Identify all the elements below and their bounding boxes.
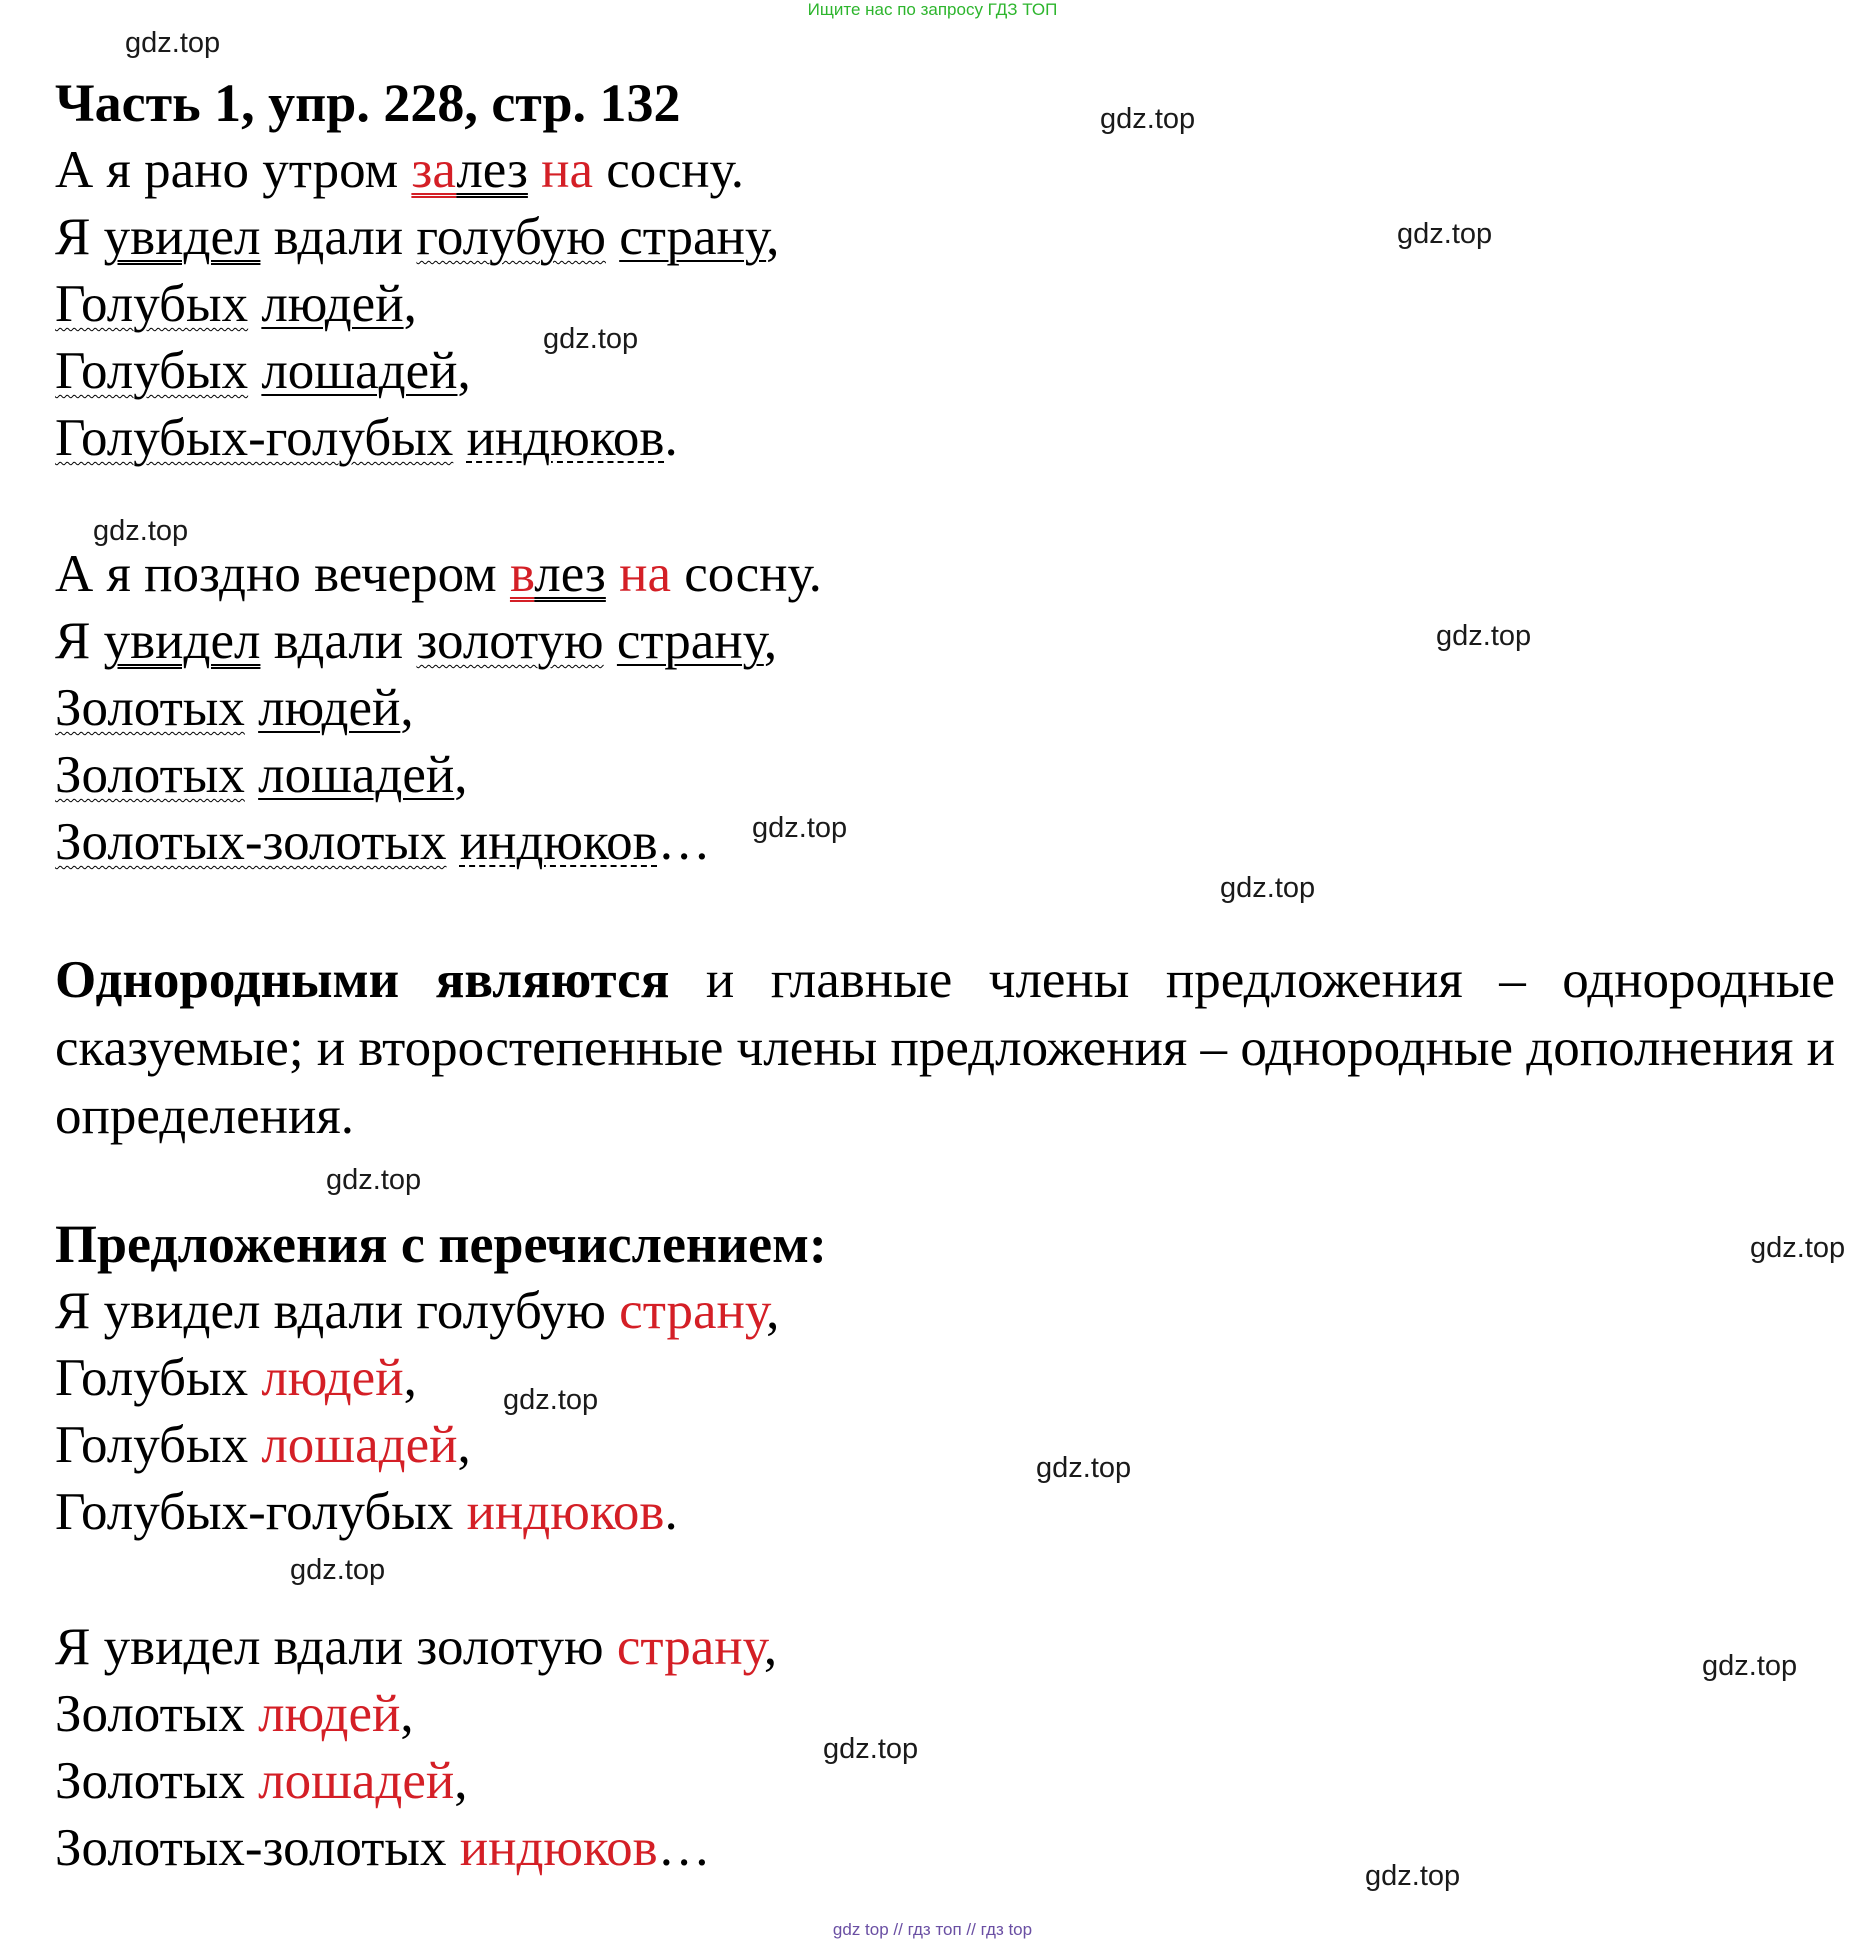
watermark: gdz.top (1365, 1860, 1461, 1892)
poem1-line-2: Я увидел вдали голубую страну, (55, 208, 780, 266)
top-search-note: Ищите нас по запросу ГДЗ ТОП (807, 0, 1058, 19)
watermark: gdz.top (125, 27, 221, 59)
watermark: gdz.top (93, 515, 189, 547)
enum1-line-1: Я увидел вдали голубую страну, (55, 1282, 780, 1340)
enum1-line-4: Голубых-голубых индюков. (55, 1483, 678, 1541)
watermark: gdz.top (326, 1164, 422, 1196)
enumeration-heading: Предложения с перечислением: (55, 1214, 827, 1274)
watermark: gdz.top (752, 812, 848, 844)
watermark: gdz.top (1750, 1232, 1846, 1264)
poem2-line-2: Я увидел вдали золотую страну, (55, 612, 778, 670)
watermark: gdz.top (1702, 1650, 1798, 1682)
poem2-line-1: А я поздно вечером влез на сосну. (55, 545, 822, 603)
watermark: gdz.top (1397, 218, 1493, 250)
bottom-note: gdz top // гдз топ // гдз top (832, 1920, 1033, 1939)
poem2-line-5: Золотых-золотых индюков… (55, 813, 711, 871)
enum2-line-4: Золотых-золотых индюков… (55, 1819, 711, 1877)
page-title: Часть 1, упр. 228, стр. 132 (55, 73, 681, 133)
watermark: gdz.top (823, 1733, 919, 1765)
poem1-line-4: Голубых лошадей, (55, 342, 471, 400)
enum1-line-3: Голубых лошадей, (55, 1416, 471, 1474)
enum2-line-1: Я увидел вдали золотую страну, (55, 1618, 778, 1676)
enum2-line-3: Золотых лошадей, (55, 1752, 468, 1810)
watermark: gdz.top (503, 1384, 599, 1416)
poem2-line-3: Золотых людей, (55, 679, 414, 737)
poem1-line-3: Голубых людей, (55, 275, 417, 333)
watermark: gdz.top (1220, 872, 1316, 904)
explanation-paragraph: Однородными являются и главные члены предложения – однородные сказуемые; и второстепенные члены предложения – однородные дополнения и определения. (55, 951, 1835, 1145)
watermark: gdz.top (543, 323, 639, 355)
watermark: gdz.top (1036, 1452, 1132, 1484)
watermark: gdz.top (1436, 620, 1532, 652)
poem1-line-1: А я рано утром залез на сосну. (55, 141, 744, 199)
watermark: gdz.top (1100, 103, 1196, 135)
poem2-line-4: Золотых лошадей, (55, 746, 468, 804)
poem1-line-5: Голубых-голубых индюков. (55, 409, 678, 467)
enum1-line-2: Голубых людей, (55, 1349, 417, 1407)
enum2-line-2: Золотых людей, (55, 1685, 414, 1743)
watermark: gdz.top (290, 1554, 386, 1586)
